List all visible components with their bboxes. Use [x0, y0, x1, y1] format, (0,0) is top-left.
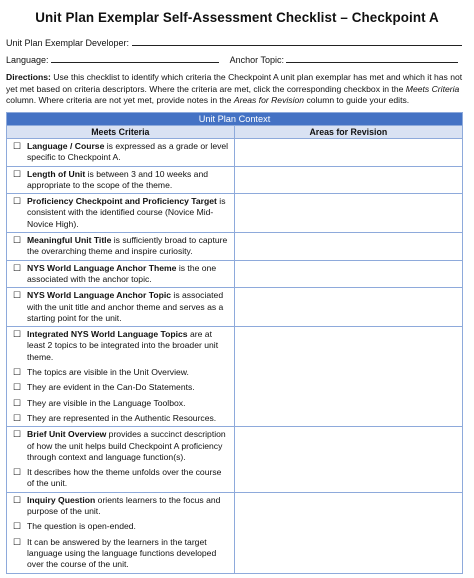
criterion-item — [7, 288, 234, 326]
anchor-topic-input-line[interactable] — [286, 53, 458, 63]
directions-label: Directions: — [6, 72, 51, 82]
checkbox-icon[interactable]: ☐ — [13, 397, 22, 408]
directions-text-3: column to guide your edits. — [304, 95, 410, 105]
criteria-row — [7, 233, 463, 261]
criterion-description: They are represented in the Authentic Resources. — [27, 412, 217, 423]
checkbox-icon[interactable]: ☐ — [13, 235, 22, 246]
criterion-description: They are visible in the Language Toolbox. — [27, 397, 186, 408]
criterion-text — [27, 537, 230, 571]
criterion-name: Meaningful Unit Title — [27, 235, 112, 246]
criterion-item — [7, 380, 234, 395]
checkbox-icon[interactable]: ☐ — [13, 429, 22, 440]
criterion-text — [27, 235, 230, 258]
criterion-description: is consistent with the identified course (Novice Mid-Novice High). — [27, 196, 226, 229]
areas-for-revision-cell[interactable] — [234, 288, 462, 327]
areas-for-revision-cell[interactable] — [234, 327, 462, 427]
criterion-item — [7, 327, 234, 365]
criterion-item — [7, 396, 234, 411]
criterion-description: is the one associated with the anchor topic. — [27, 262, 217, 284]
directions-meets-criteria: Meets Criteria — [405, 83, 460, 94]
criteria-rows — [7, 139, 463, 574]
criterion-item — [7, 365, 234, 380]
criterion-text — [27, 467, 230, 490]
meets-criteria-cell — [7, 233, 235, 261]
developer-label: Unit Plan Exemplar Developer: — [6, 38, 130, 48]
criteria-row — [7, 166, 463, 194]
checkbox-icon[interactable]: ☐ — [13, 141, 22, 151]
language-input-line[interactable] — [51, 53, 219, 63]
criterion-description: provides a succinct description of how the unit helps build Checkpoint A proficiency through context and language function(s). — [27, 429, 226, 462]
directions-paragraph — [6, 72, 468, 107]
criterion-description: It can be answered by the learners in the target language using the language functions developed over the course of the unit. — [27, 536, 217, 570]
criterion-description: The question is open-ended. — [27, 521, 136, 532]
areas-for-revision-cell[interactable] — [234, 194, 462, 233]
criteria-table — [6, 112, 463, 574]
developer-input-line[interactable] — [132, 36, 462, 46]
criterion-description: is expressed as a grade or level specific to Checkpoint A. — [27, 141, 229, 163]
criterion-name: Inquiry Question — [27, 494, 96, 505]
criterion-item — [7, 519, 234, 534]
meets-criteria-cell — [7, 139, 235, 167]
criteria-row — [7, 327, 463, 427]
criterion-text — [27, 141, 230, 164]
meets-criteria-cell — [7, 492, 235, 573]
areas-for-revision-cell[interactable] — [234, 492, 462, 573]
areas-for-revision-cell[interactable] — [234, 139, 462, 167]
criterion-item — [7, 233, 234, 260]
meets-criteria-cell — [7, 288, 235, 327]
checkbox-icon[interactable]: ☐ — [13, 329, 22, 340]
criterion-text — [27, 429, 230, 463]
criterion-name: Language / Course — [27, 141, 105, 151]
anchor-topic-label: Anchor Topic: — [229, 55, 284, 65]
areas-for-revision-cell[interactable] — [234, 233, 462, 261]
areas-for-revision-header: Areas for Revision — [234, 126, 462, 139]
checkbox-icon[interactable]: ☐ — [13, 412, 22, 423]
checkbox-icon[interactable]: ☐ — [13, 196, 22, 207]
developer-field-row — [6, 36, 462, 48]
criterion-text — [27, 398, 230, 409]
meets-criteria-header: Meets Criteria — [7, 126, 235, 139]
section-header: Unit Plan Context — [7, 113, 463, 126]
criterion-description: is between 3 and 10 weeks and appropriate to the scope of the theme. — [27, 168, 209, 190]
criterion-text — [27, 196, 230, 230]
criterion-text — [27, 290, 230, 324]
criteria-row — [7, 427, 463, 492]
criterion-item — [7, 139, 234, 166]
meets-criteria-cell — [7, 260, 235, 288]
criterion-item — [7, 167, 234, 194]
language-field-row — [6, 53, 458, 65]
criteria-row — [7, 288, 463, 327]
criterion-description: are at least 2 topics to be integrated into the broader unit theme. — [27, 329, 219, 362]
document-title: Unit Plan Exemplar Self-Assessment Checklist – Checkpoint A — [35, 10, 439, 25]
criterion-item — [7, 427, 234, 465]
criterion-item — [7, 411, 234, 426]
checkbox-icon[interactable]: ☐ — [13, 521, 22, 532]
criterion-item — [7, 535, 234, 573]
criterion-item — [7, 194, 234, 232]
areas-for-revision-cell[interactable] — [234, 260, 462, 288]
checkbox-icon[interactable]: ☐ — [13, 467, 22, 478]
language-label: Language: — [6, 55, 49, 65]
directions-text-2: column. Where criteria are not yet met, provide notes in the — [6, 95, 234, 105]
criterion-description: is associated with the unit title and anchor theme and serves as a starting point for the unit. — [27, 290, 224, 323]
criterion-text — [27, 413, 230, 424]
criterion-text — [27, 329, 230, 363]
criterion-text — [27, 495, 230, 518]
criterion-description: The topics are visible in the Unit Overview. — [27, 367, 189, 378]
criterion-text — [27, 521, 230, 532]
criterion-name: NYS World Language Anchor Theme — [27, 262, 177, 273]
criteria-row — [7, 260, 463, 288]
areas-for-revision-cell[interactable] — [234, 427, 462, 492]
meets-criteria-cell — [7, 327, 235, 427]
criterion-item — [7, 465, 234, 492]
checkbox-icon[interactable]: ☐ — [13, 262, 22, 273]
checkbox-icon[interactable]: ☐ — [13, 290, 22, 301]
criterion-name: Brief Unit Overview — [27, 429, 107, 440]
directions-text-1: Use this checklist to identify which criteria the Checkpoint A unit plan exemplar has met and which it has not yet met based on criteria descriptors. Where the criteria are met, click the corresponding checkbox in the — [6, 72, 463, 94]
criteria-row — [7, 139, 463, 167]
checkbox-icon[interactable]: ☐ — [13, 168, 22, 179]
checkbox-icon[interactable]: ☐ — [13, 367, 22, 378]
criterion-description: is sufficiently broad to capture the overarching theme and inspire curiosity. — [27, 235, 228, 257]
criterion-item — [7, 261, 234, 288]
checkbox-icon[interactable]: ☐ — [13, 536, 22, 547]
meets-criteria-cell — [7, 194, 235, 233]
criterion-text — [27, 367, 230, 378]
checkbox-icon[interactable]: ☐ — [13, 494, 22, 505]
checkbox-icon[interactable]: ☐ — [13, 382, 22, 393]
criterion-text — [27, 169, 230, 192]
criterion-description: They are evident in the Can-Do Statements. — [27, 382, 195, 393]
criterion-description: orients learners to the focus and purpose of the unit. — [27, 494, 221, 517]
criterion-text — [27, 382, 230, 393]
criterion-description: It describes how the theme unfolds over the course of the unit. — [27, 467, 222, 489]
criterion-text — [27, 263, 230, 286]
criterion-item — [7, 493, 234, 520]
criterion-name: Proficiency Checkpoint and Proficiency Target — [27, 196, 217, 207]
criteria-row — [7, 194, 463, 233]
areas-for-revision-cell[interactable] — [234, 166, 462, 194]
criterion-name: NYS World Language Anchor Topic — [27, 290, 172, 301]
criterion-name: Integrated NYS World Language Topics — [27, 329, 188, 340]
criteria-row — [7, 492, 463, 573]
meets-criteria-cell — [7, 166, 235, 194]
directions-areas-for-revision: Areas for Revision — [233, 95, 305, 105]
criterion-name: Length of Unit — [27, 168, 86, 179]
meets-criteria-cell — [7, 427, 235, 492]
